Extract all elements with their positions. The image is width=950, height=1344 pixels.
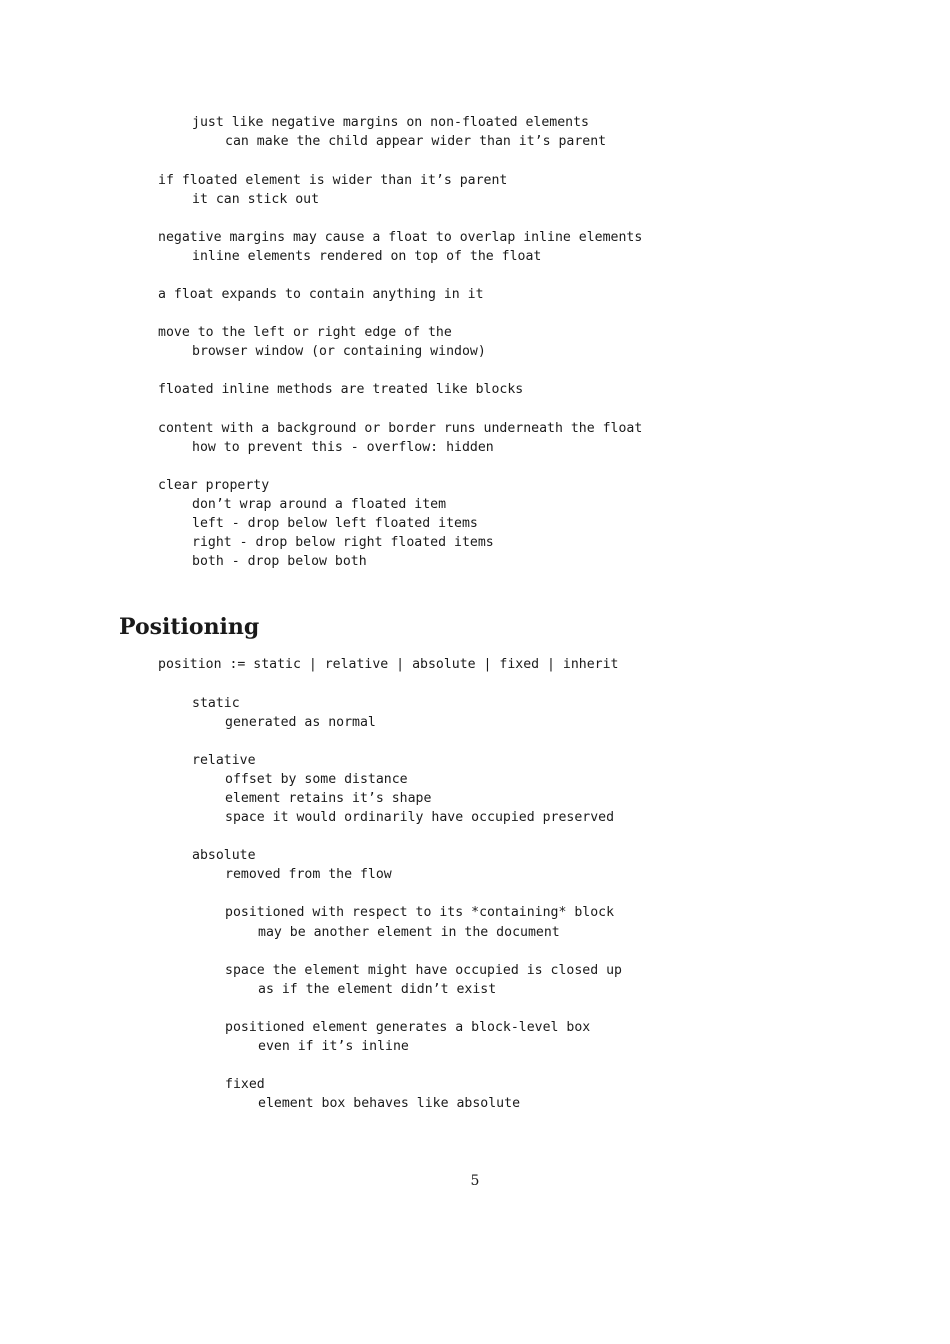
note-line: just like negative margins on non-floated elements — [192, 115, 589, 130]
page-number: 5 — [470, 1173, 480, 1189]
note-line: a float expands to contain anything in it — [158, 287, 484, 302]
note-line: it can stick out — [192, 192, 320, 207]
note-line: if floated element is wider than it’s parent — [158, 173, 508, 188]
note-line: offset by some distance — [225, 772, 408, 787]
note-line: space it would ordinarily have occupied preserved — [225, 810, 615, 825]
note-line: element retains it’s shape — [225, 791, 432, 806]
note-line: static — [192, 696, 240, 711]
note-line: content with a background or border runs underneath the float — [158, 421, 643, 436]
note-line: negative margins may cause a float to overlap inline elements — [158, 230, 643, 245]
note-line: right - drop below right floated items — [192, 535, 494, 550]
note-line: can make the child appear wider than it’s parent — [225, 134, 607, 149]
note-line: space the element might have occupied is closed up — [225, 963, 622, 978]
note-line: removed from the flow — [225, 867, 392, 882]
note-line: clear property — [158, 478, 270, 493]
note-line: don’t wrap around a floated item — [192, 497, 447, 512]
note-line: absolute — [192, 848, 256, 863]
note-line: inline elements rendered on top of the float — [192, 249, 542, 264]
note-line: as if the element didn’t exist — [258, 982, 497, 997]
note-line: position := static | relative | absolute | fixed | inherit — [158, 657, 619, 672]
note-line: how to prevent this - overflow: hidden — [192, 440, 494, 455]
note-line: both - drop below both — [192, 554, 367, 569]
note-line: move to the left or right edge of the — [158, 325, 452, 340]
note-line: fixed — [225, 1077, 265, 1092]
note-line: may be another element in the document — [258, 925, 560, 940]
note-line: relative — [192, 753, 256, 768]
note-line: positioned element generates a block-level box — [225, 1020, 591, 1035]
note-line: positioned with respect to its *containing* block — [225, 905, 615, 920]
note-line: even if it’s inline — [258, 1039, 409, 1054]
note-line: floated inline methods are treated like blocks — [158, 382, 524, 397]
note-line: element box behaves like absolute — [258, 1096, 521, 1111]
note-line: browser window (or containing window) — [192, 344, 486, 359]
note-line: left - drop below left floated items — [192, 516, 478, 531]
section-heading: Positioning — [119, 614, 260, 640]
note-line: generated as normal — [225, 715, 376, 730]
